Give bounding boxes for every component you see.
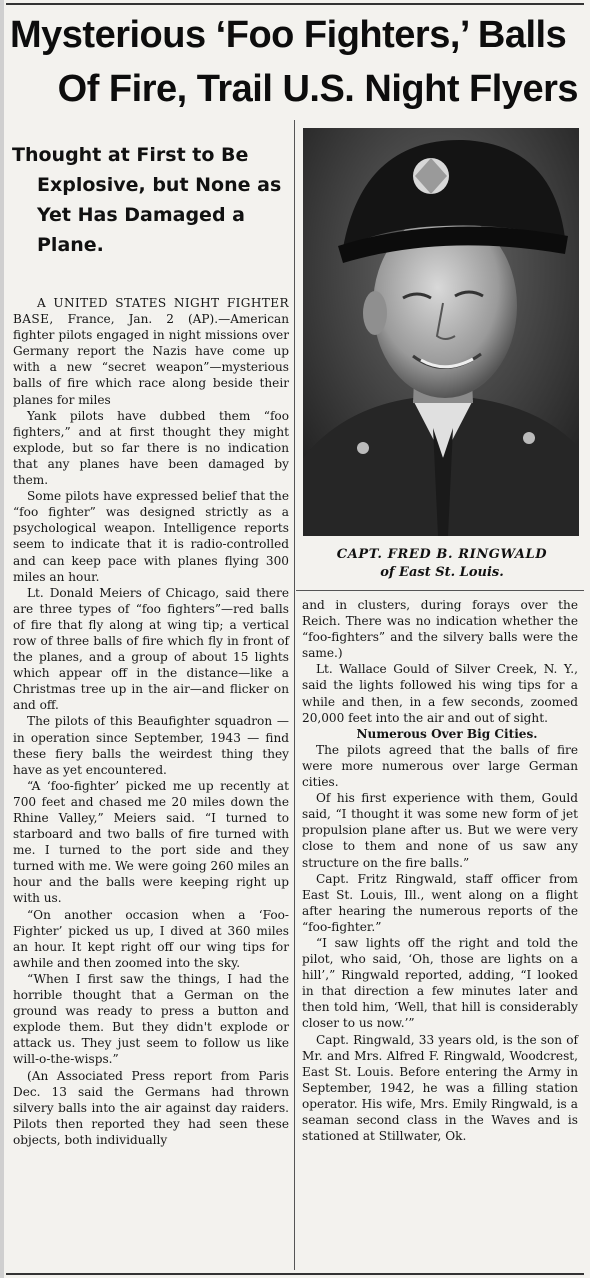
caption-location: of East St. Louis.	[380, 565, 504, 580]
deck-line-3: Yet Has Damaged a	[37, 204, 245, 226]
article-paragraph: Of his first experience with them, Gould said, “I thought it was some new form of jet propulsion plane after us. But we were very close to them and none of us saw any structure on the fire balls.”	[302, 791, 578, 870]
photo-rule	[296, 590, 584, 591]
column-rule	[294, 120, 295, 1270]
article-column-1	[13, 295, 289, 1148]
bottom-rule	[6, 1273, 584, 1275]
headline-line-2: Of Fire, Trail U.S. Night Flyers	[57, 68, 578, 110]
section-subhead: Numerous Over Big Cities.	[356, 726, 538, 741]
deck-line-2: Explosive, but None as	[37, 174, 282, 196]
article-paragraph: Capt. Fritz Ringwald, staff officer from East St. Louis, Ill., went along on a flight after hearing the numerous reports of the “foo-fighter.”	[302, 871, 578, 934]
article-paragraph: “A ‘foo-fighter’ picked me up recently at 700 feet and chased me 20 miles down the Rhine Valley,” Meiers said. “I turned to starboard and two balls of fire turned with me. I turned to the port side and they turned with me. We were going 260 miles an hour and the balls were keeping right up with us.	[13, 778, 289, 906]
dateline: A UNITED STATES NIGHT FIGHTER BASE,	[13, 296, 289, 327]
portrait-illustration	[303, 128, 579, 536]
subheadline-deck	[12, 140, 292, 260]
article-column-2	[302, 597, 578, 1144]
scan-edge	[0, 0, 4, 1278]
photo-caption	[302, 546, 582, 582]
article-paragraph: Lt. Donald Meiers of Chicago, said there are three types of “foo fighters”—red balls of fire that fly along at wing tip; a vertical row of three balls of fire which fly in front of the planes, and a group of about 15 lights which appear off in the distance—like a Christmas tree up in the air—and flicker on and off.	[13, 585, 289, 713]
article-paragraph: Some pilots have expressed belief that the “foo fighter” was designed strictly as a psychological weapon. Intelligence reports seem to indicate that it is radio-controlled and can keep pace with planes flying 300 miles an hour.	[13, 489, 289, 584]
article-paragraph	[13, 295, 289, 408]
article-paragraph: The pilots of this Beaufighter squadron — in operation since September, 1943 — find these fiery balls the weirdest thing they have as yet encountered.	[13, 714, 289, 777]
deck-line-4: Plane.	[37, 234, 104, 256]
paragraph-text: France, Jan. 2 (AP).—American fighter pilots engaged in night missions over Germany report the Nazis have come up with a new “secret weapon”—mysterious balls of fire which race along beside their planes for miles	[13, 312, 289, 407]
deck-line-1: Thought at First to Be	[12, 144, 249, 166]
top-rule	[6, 3, 584, 5]
portrait-photo	[303, 128, 579, 536]
headline-line-1: Mysterious ‘Foo Fighters,’ Balls	[10, 14, 567, 56]
article-paragraph: “I saw lights off the right and told the pilot, who said, ‘Oh, those are lights on a hill’,” Ringwald reported, adding, “I looked in that direction a few minutes later and then told him, ‘Well, that hill is considerably closer to us now.’”	[302, 935, 578, 1031]
article-paragraph: “On another occasion when a ‘Foo-Fighter’ picked us up, I dived at 360 miles an hour. It kept right off our wing tips for awhile and then zoomed into the sky.	[13, 907, 289, 970]
article-paragraph: The pilots agreed that the balls of fire were more numerous over large German cities.	[302, 742, 578, 790]
article-paragraph: (An Associated Press report from Paris Dec. 13 said the Germans had thrown silvery balls into the air against day raiders. Pilots then reported they had seen these objects, both individually	[13, 1068, 289, 1147]
article-paragraph: Capt. Ringwald, 33 years old, is the son of Mr. and Mrs. Alfred F. Ringwald, Woodcrest, East St. Louis. Before entering the Army in September, 1942, he was a filling station operator. His wife, Mrs. Emily Ringwald, is a seaman second class in the Waves and is stationed at Stillwater, Ok.	[302, 1032, 578, 1144]
article-paragraph: Yank pilots have dubbed them “foo fighters,” and at first thought they might explode, but so far there is no indication that any planes have been damaged by them.	[13, 408, 289, 488]
article-paragraph: “When I first saw the things, I had the horrible thought that a German on the ground was ready to press a button and explode them. But they didn't explode or attack us. They just seem to follow us like will-o-the-wisps.”	[13, 971, 289, 1067]
article-paragraph: Lt. Wallace Gould of Silver Creek, N. Y., said the lights followed his wing tips for a while and then, in a few seconds, zoomed 20,000 feet into the air and out of sight.	[302, 662, 578, 725]
article-paragraph: and in clusters, during forays over the Reich. There was no indication whether the “foo-fighters” and the silvery balls were the same.)	[302, 598, 578, 661]
caption-name: CAPT. FRED B. RINGWALD	[336, 547, 548, 562]
